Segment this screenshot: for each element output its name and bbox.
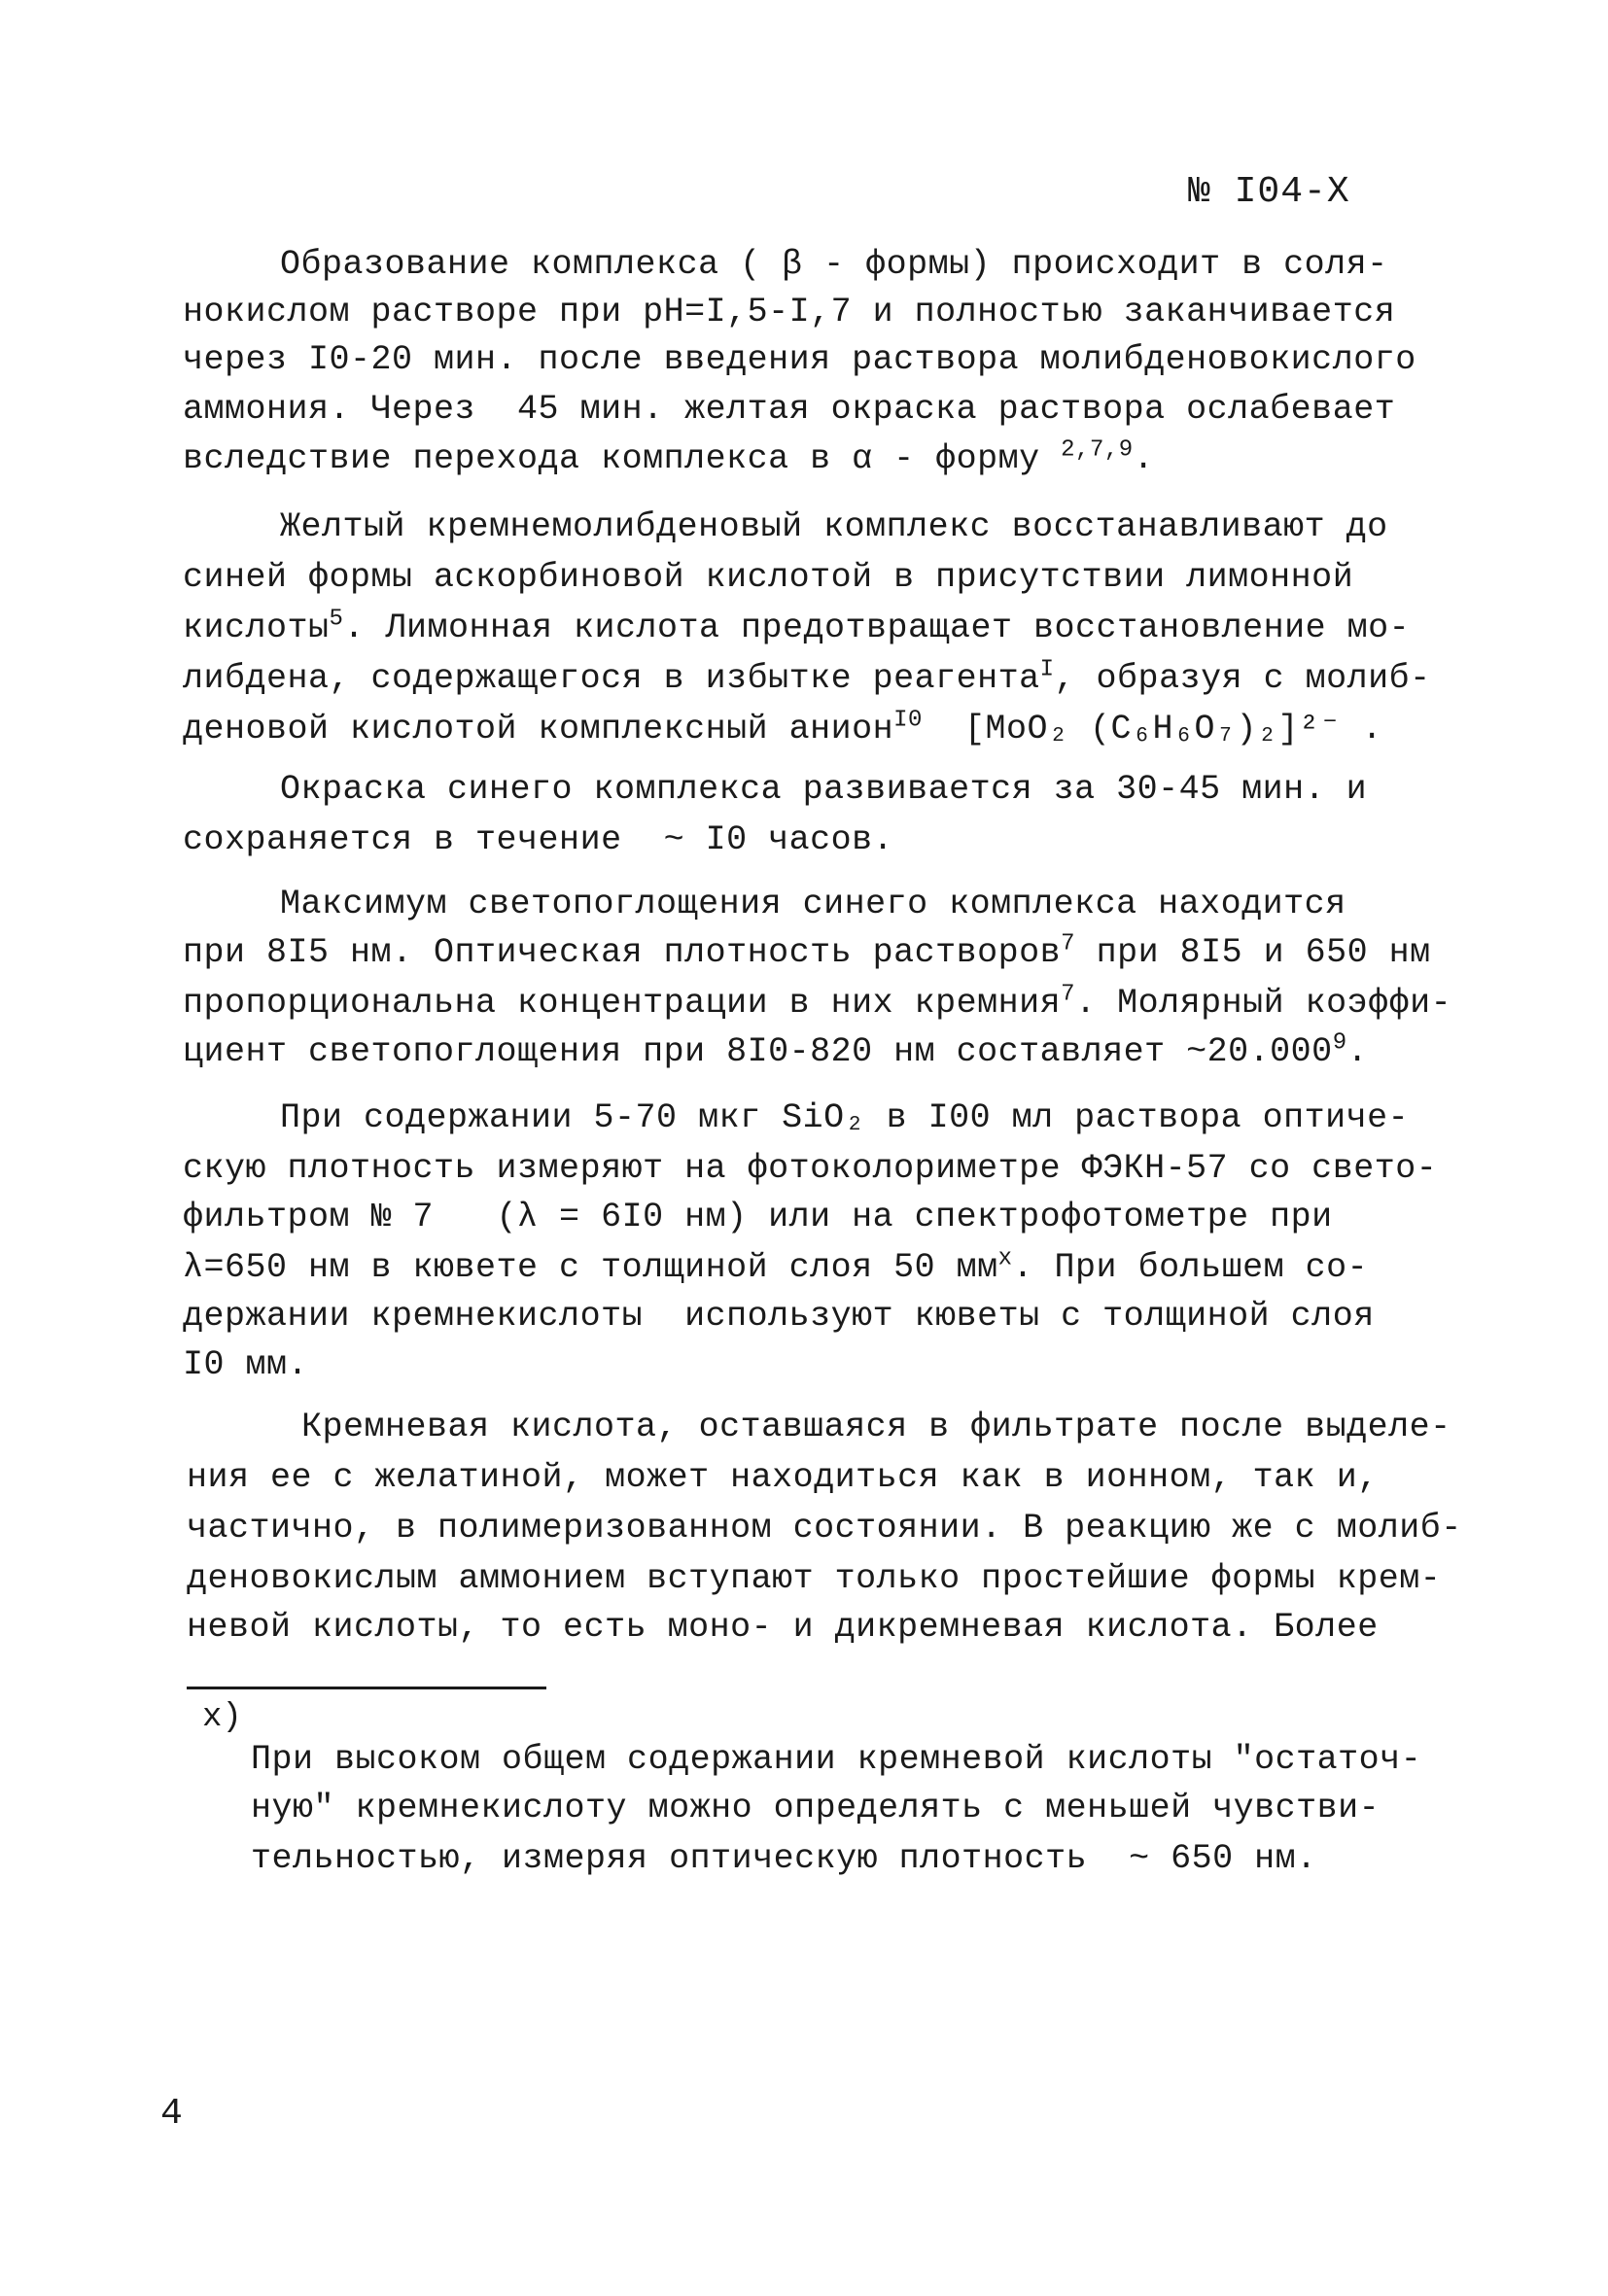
paragraph-line: фильтром № 7 (λ = 6I0 нм) или на спектрофотометре при bbox=[183, 1198, 1333, 1236]
paragraph-line bbox=[183, 1028, 1368, 1075]
chemical-formula: [MoO₂ (C₆H₆O₇)₂]²⁻ . bbox=[922, 710, 1383, 748]
line-text: . Молярный коэффи- bbox=[1075, 984, 1452, 1023]
paragraph-line: частично, в полимеризованном состоянии. В реакцию же с молиб- bbox=[187, 1509, 1462, 1548]
reference-superscript: I bbox=[1039, 656, 1055, 683]
line-text: . bbox=[1346, 1032, 1369, 1071]
line-text: пропорциональна концентрации в них кремния bbox=[183, 984, 1062, 1023]
line-text: . Лимонная кислота предотвращает восстановление мо- bbox=[343, 609, 1411, 647]
paragraph-line: невой кислоты, то есть моно- и дикремневая кислота. Более bbox=[187, 1608, 1379, 1647]
paragraph-line: I0 мм. bbox=[183, 1345, 309, 1384]
paragraph-line: держании кремнекислоты используют кюветы с толщиной слоя bbox=[183, 1297, 1375, 1336]
paragraph-line: ния ее с желатиной, может находиться как в ионном, так и, bbox=[187, 1458, 1379, 1497]
paragraph-line bbox=[183, 1244, 1368, 1291]
line-text: при 8I5 нм. Оптическая плотность растворов bbox=[183, 933, 1062, 972]
line-text: . При большем со- bbox=[1012, 1248, 1369, 1287]
line-text: либдена, содержащегося в избытке реагента bbox=[183, 659, 1040, 698]
footnote-marker: x) bbox=[202, 1699, 242, 1736]
document-number: № I04-X bbox=[1188, 171, 1350, 213]
paragraph-line: Кремневая кислота, оставшаяся в фильтрате после выделе- bbox=[301, 1408, 1451, 1446]
paragraph-line: Образование комплекса ( β - формы) происходит в соля- bbox=[280, 245, 1388, 284]
paragraph-line: аммония. Через 45 мин. желтая окраска раствора ослабевает bbox=[183, 390, 1396, 429]
footnote-reference: x bbox=[997, 1245, 1013, 1272]
paragraph-line: Желтый кремнемолибденовый комплекс восстанавливают до bbox=[280, 507, 1388, 546]
line-text: циент светопоглощения при 8I0-820 нм составляет ~20.000 bbox=[183, 1032, 1333, 1071]
paragraph-line: нокислом растворе при pH=I,5-I,7 и полностью заканчивается bbox=[183, 293, 1396, 331]
paragraph-line bbox=[183, 980, 1451, 1026]
paragraph-line: сохраняется в течение ~ I0 часов. bbox=[183, 820, 894, 859]
line-text: λ=650 нм в кювете с толщиной слоя 50 мм bbox=[183, 1248, 998, 1287]
paragraph-line bbox=[183, 929, 1431, 976]
paragraph-line: Максимум светопоглощения синего комплекса находится bbox=[280, 885, 1346, 923]
paragraph-line bbox=[183, 706, 1382, 752]
paragraph-line bbox=[183, 435, 1154, 482]
footnote-separator bbox=[187, 1687, 546, 1689]
footnote-line: тельностью, измеряя оптическую плотность ~ 650 нм. bbox=[251, 1839, 1317, 1878]
paragraph-line: деновокислым аммонием вступают только простейшие формы крем- bbox=[187, 1559, 1442, 1598]
reference-superscript: 7 bbox=[1061, 981, 1076, 1008]
reference-superscript: 2,7,9 bbox=[1061, 436, 1134, 464]
paragraph-line: синей формы аскорбиновой кислотой в присутствии лимонной bbox=[183, 558, 1354, 597]
paragraph-line: через I0-20 мин. после введения раствора молибденовокислого bbox=[183, 340, 1416, 379]
line-text: . bbox=[1133, 439, 1155, 478]
reference-superscript: 7 bbox=[1061, 930, 1076, 957]
line-text: вследствие перехода комплекса в α - форму bbox=[183, 439, 1062, 478]
paragraph-line bbox=[183, 655, 1431, 702]
reference-superscript: 9 bbox=[1332, 1029, 1347, 1057]
line-text: , образуя с молиб- bbox=[1054, 659, 1431, 698]
footnote-line: ную" кремнекислоту можно определять с меньшей чувстви- bbox=[251, 1789, 1381, 1827]
reference-superscript: I0 bbox=[893, 707, 923, 734]
paragraph-line bbox=[183, 605, 1410, 651]
footnote-line: При высоком общем содержании кремневой кислоты "остаточ- bbox=[251, 1740, 1422, 1779]
paragraph-line: скую плотность измеряют на фотоколориметре ФЭКН-57 со свето- bbox=[183, 1149, 1438, 1188]
reference-superscript: 5 bbox=[329, 606, 344, 633]
paragraph-line: При содержании 5-70 мкг SiO₂ в I00 мл раствора оптиче- bbox=[280, 1098, 1410, 1137]
line-text: деновой кислотой комплексный анион bbox=[183, 710, 894, 748]
page-number: 4 bbox=[160, 2093, 183, 2135]
paragraph-line: Окраска синего комплекса развивается за 30-45 мин. и bbox=[280, 770, 1368, 809]
line-text: кислоты bbox=[183, 609, 330, 647]
line-text: при 8I5 и 650 нм bbox=[1075, 933, 1431, 972]
